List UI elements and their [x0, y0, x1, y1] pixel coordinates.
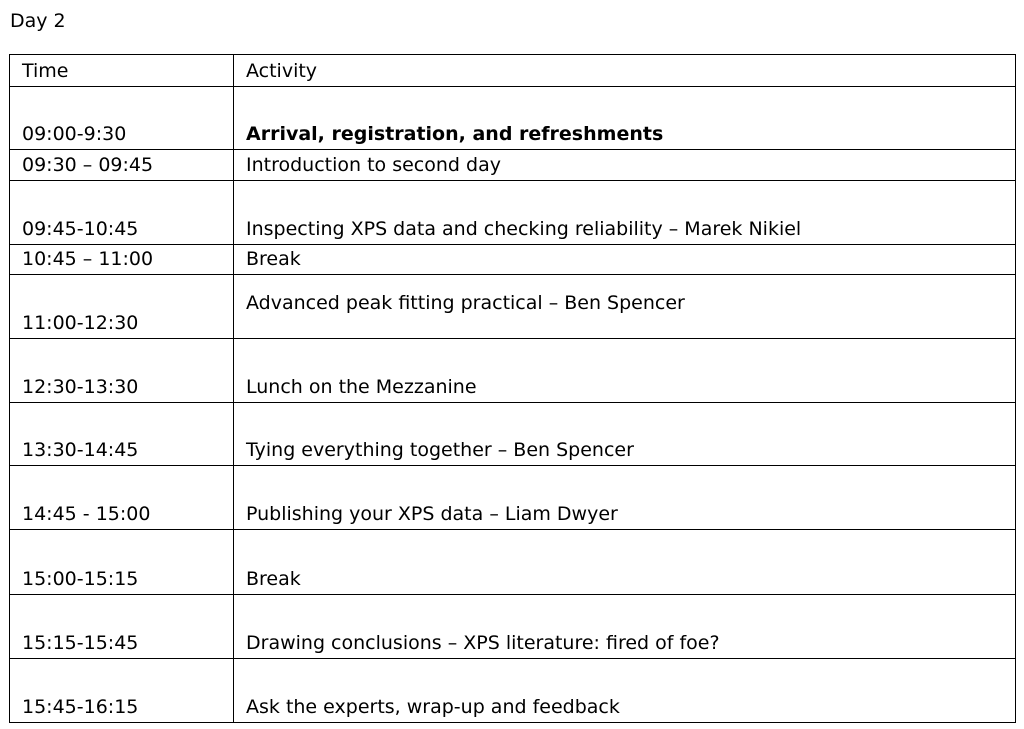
- activity-cell: Introduction to second day: [234, 150, 1016, 181]
- column-header-time: Time: [10, 55, 234, 87]
- table-row: [10, 530, 1016, 595]
- activity-cell: Advanced peak fitting practical – Ben Spencer: [234, 275, 1016, 339]
- activity-cell: Break: [234, 530, 1016, 595]
- table-row: [10, 181, 1016, 245]
- time-cell: 15:45-16:15: [10, 659, 234, 723]
- time-cell: 12:30-13:30: [10, 339, 234, 403]
- activity-cell: Lunch on the Mezzanine: [234, 339, 1016, 403]
- table-row: [10, 275, 1016, 339]
- time-cell: 09:45-10:45: [10, 181, 234, 245]
- schedule-table: [9, 54, 1016, 723]
- activity-cell: Drawing conclusions – XPS literature: fired of foe?: [234, 595, 1016, 659]
- page-title: Day 2: [10, 10, 66, 32]
- time-cell: 14:45 - 15:00: [10, 466, 234, 530]
- table-row: [10, 87, 1016, 150]
- activity-cell: Ask the experts, wrap-up and feedback: [234, 659, 1016, 723]
- table-row: [10, 245, 1016, 275]
- table-row: [10, 403, 1016, 466]
- time-cell: 09:00-9:30: [10, 87, 234, 150]
- activity-cell: Publishing your XPS data – Liam Dwyer: [234, 466, 1016, 530]
- time-cell: 11:00-12:30: [10, 275, 234, 339]
- activity-cell: Tying everything together – Ben Spencer: [234, 403, 1016, 466]
- time-cell: 15:15-15:45: [10, 595, 234, 659]
- activity-cell: Arrival, registration, and refreshments: [234, 87, 1016, 150]
- column-header-activity: Activity: [234, 55, 1016, 87]
- time-cell: 10:45 – 11:00: [10, 245, 234, 275]
- time-cell: 13:30-14:45: [10, 403, 234, 466]
- table-row: [10, 339, 1016, 403]
- table-row: [10, 466, 1016, 530]
- time-cell: 15:00-15:15: [10, 530, 234, 595]
- activity-cell: Inspecting XPS data and checking reliability – Marek Nikiel: [234, 181, 1016, 245]
- table-row: [10, 659, 1016, 723]
- table-header-row: [10, 55, 1016, 87]
- time-cell: 09:30 – 09:45: [10, 150, 234, 181]
- table-row: [10, 595, 1016, 659]
- table-row: [10, 150, 1016, 181]
- activity-cell: Break: [234, 245, 1016, 275]
